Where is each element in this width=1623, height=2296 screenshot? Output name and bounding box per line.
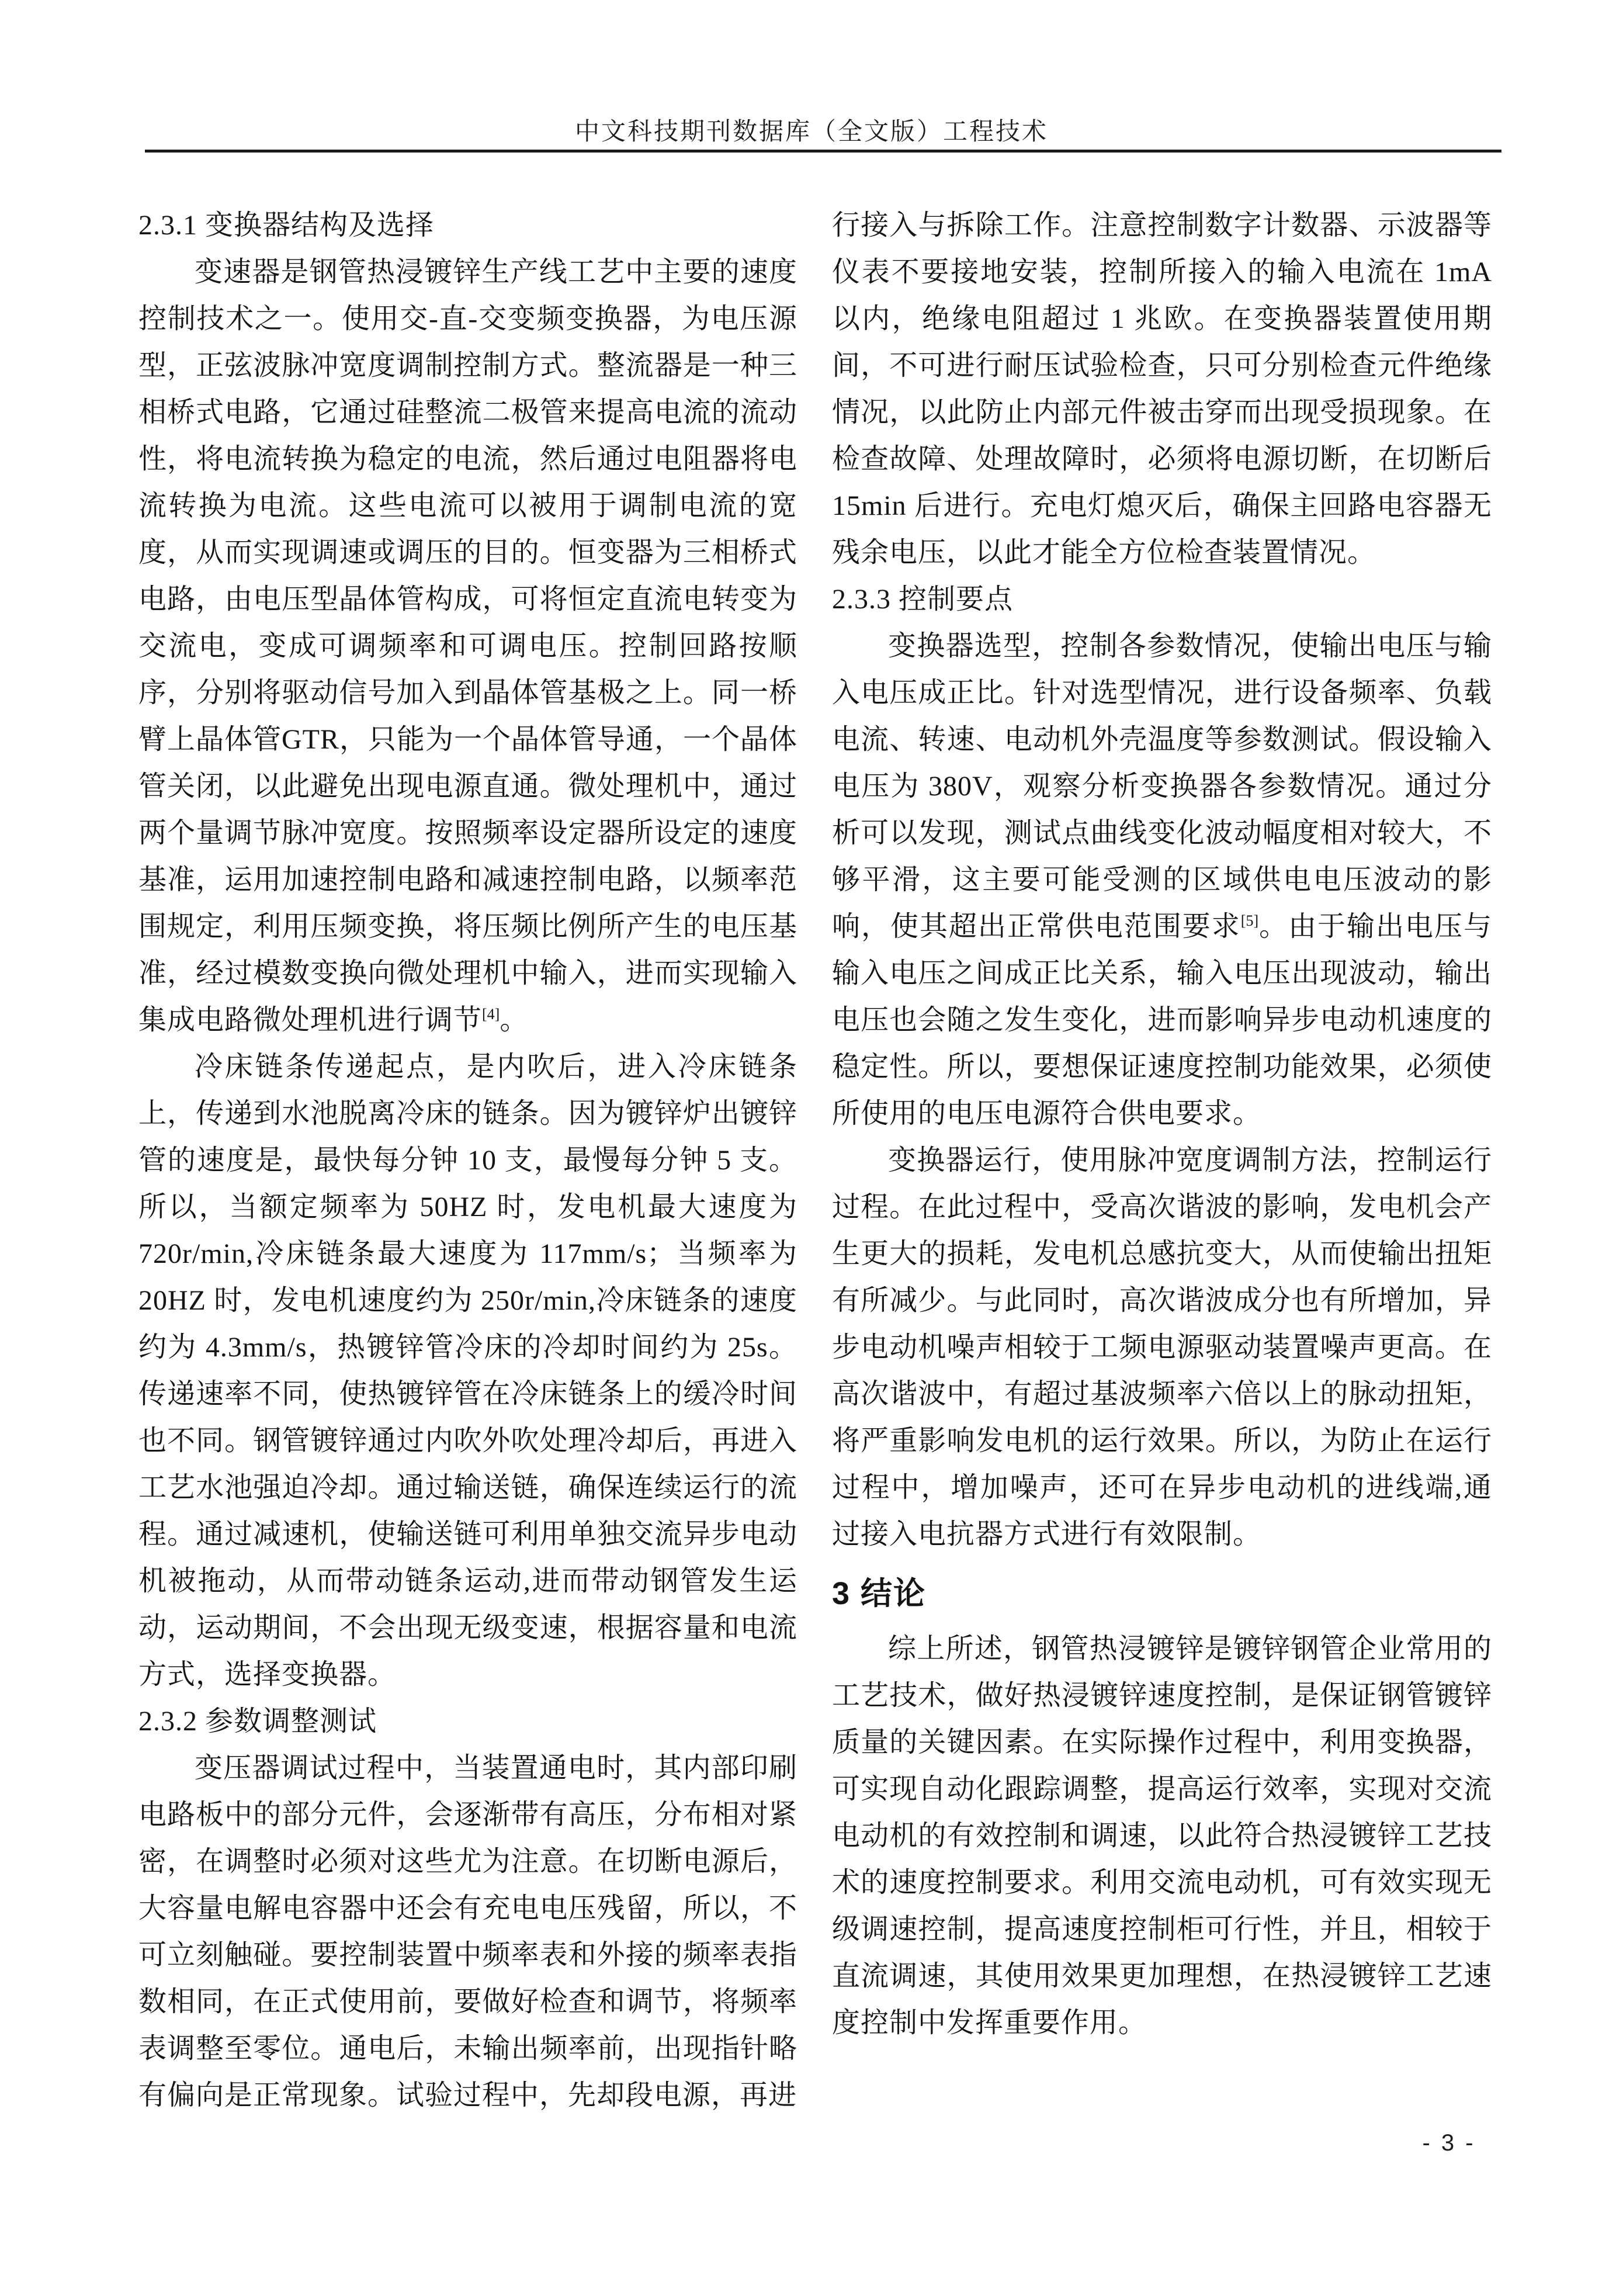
paragraph-text: 变换器选型，控制各参数情况，使输出电压与输入电压成正比。针对选型情况，进行设备频率、负载电流、转速、电动机外壳温度等参数测试。假设输入电压为 380V，观察分析变换器各参数情况。通过分析可以发现，测试点曲线变化波动幅度相对较大，不够平滑，这主要可能受测的区域供电电压波动的影响，使其超出正常供电范围要求 (832, 631, 1492, 942)
right-column (832, 202, 1492, 2046)
paragraph-converter-structure (138, 249, 797, 1044)
paragraph-text: 变速器是钢管热浸镀锌生产线工艺中主要的速度控制技术之一。使用交-直-交变频变换器，为电压源型，正弦波脉冲宽度调制控制方式。整流器是一种三相桥式电路，它通过硅整流二极管来提高电流的流动性，将电流转换为稳定的电流，然后通过电阻器将电流转换为电流。这些电流可以被用于调制电流的宽度，从而实现调速或调压的目的。恒变器为三相桥式电路，由电压型晶体管构成，可将恒定直流电转变为交流电，变成可调频率和可调电压。控制回路按顺序，分别将驱动信号加入到晶体管基极之上。同一桥臂上晶体管GTR，只能为一个晶体管导通，一个晶体管关闭，以此避免出现电源直通。微处理机中，通过两个量调节脉冲宽度。按照频率设定器所设定的速度基准，运用加速控制电路和减速控制电路，以频率范围规定，利用压频变换，将压频比例所产生的电压基准，经过模数变换向微处理机中输入，进而实现输入集成电路微处理机进行调节 (138, 257, 798, 1036)
section-heading-conclusion: 3 结论 (832, 1576, 927, 1611)
paragraph-conclusion: 综上所述，钢管热浸镀锌是镀锌钢管企业常用的工艺技术，做好热浸镀锌速度控制，是保证钢管镀锌质量的关键因素。在实际操作过程中，利用变换器，可实现自动化跟踪调整，提高运行效率，实现对交流电动机的有效控制和调速，以此符合热浸镀锌工艺技术的速度控制要求。利用交流电动机，可有效实现无级调速控制，提高速度控制柜可行性，并且，相较于直流调速，其使用效果更加理想，在热浸镀锌工艺速度控制中发挥重要作用。 (832, 1633, 1492, 2038)
paragraph-continuation: 行接入与拆除工作。注意控制数字计数器、示波器等仪表不要接地安装，控制所接入的输入电流在 1mA 以内，绝缘电阻超过 1 兆欧。在变换器装置使用期间，不可进行耐压试验检查，只可分别检查元件绝缘情况，以此防止内部元件被击穿而出现受损现象。在检查故障、处理故障时，必须将电源切断，在切断后 15min 后进行。充电灯熄灭后，确保主回路电容器无残余电压，以此才能全方位检查装置情况。 (832, 210, 1492, 568)
section-heading-2-3-2: 2.3.2 参数调整测试 (138, 1706, 377, 1737)
section-heading-2-3-1: 2.3.1 变换器结构及选择 (138, 210, 435, 241)
citation-ref-5: [5] (1240, 912, 1259, 929)
paragraph-parameter-adjustment: 变压器调试过程中，当装置通电时，其内部印刷电路板中的部分元件，会逐渐带有高压，分布相对紧密，在调整时必须对这些尤为注意。在切断电源后，大容量电解电容器中还会有充电电压残留，所以，不可立刻触碰。要控制装置中频率表和外接的频率表指数相同，在正式使用前，要做好检查和调节，将频率表调整至零位。通电后，未输出频率前，出现指针略有偏向是正常现象。试验过程中，先却段电源，再进 (138, 1753, 797, 2111)
journal-title: 中文科技期刊数据库（全文版）工程技术 (574, 119, 1048, 146)
section-heading-2-3-3: 2.3.3 控制要点 (832, 584, 1014, 615)
left-column (138, 202, 797, 2119)
paragraph-converter-operation: 变换器运行，使用脉冲宽度调制方法，控制运行过程。在此过程中，受高次谐波的影响，发电机会产生更大的损耗，发电机总感抗变大，从而使输出扭矩有所减少。与此同时，高次谐波成分也有所增加，异步电动机噪声相较于工频电源驱动装置噪声更高。在高次谐波中，有超过基波频率六倍以上的脉动扭矩，将严重影响发电机的运行效果。所以，为防止在运行过程中，增加噪声，还可在异步电动机的进线端,通过接入电抗器方式进行有效限制。 (832, 1145, 1492, 1550)
paragraph-text: 。 (500, 1005, 529, 1036)
paragraph-text: 。由于输出电压与输入电压之间成正比关系，输入电压出现波动，输出电压也会随之发生变化，进而影响异步电动机速度的稳定性。所以，要想保证速度控制功能效果，必须使所使用的电压电源符合供电要求。 (832, 911, 1492, 1129)
paragraph-cooling-bed-chain: 冷床链条传递起点，是内吹后，进入冷床链条上，传递到水池脱离冷床的链条。因为镀锌炉出镀锌管的速度是，最快每分钟 10 支，最慢每分钟 5 支。所以，当额定频率为 50HZ 时，发电机最大速度为 720r/min,冷床链条最大速度为 117mm/s；当频率为 20HZ 时，发电机速度约为 250r/min,冷床链条的速度约为 4.3mm/s，热镀锌管冷床的冷却时间约为 25s。传递速率不同，使热镀锌管在冷床链条上的缓冷时间也不同。钢管镀锌通过内吹外吹处理冷却后，再进入工艺水池强迫冷却。通过输送链，确保连续运行的流程。通过减速机，使输送链可利用单独交流异步电动机被拖动，从而带动链条运动,进而带动钢管发生运动，运动期间，不会出现无级变速，根据容量和电流方式，选择变换器。 (138, 1051, 797, 1690)
page-number: - 3 - (1422, 2130, 1476, 2156)
paragraph-control-points (832, 623, 1492, 1137)
header-divider (145, 150, 1501, 153)
citation-ref-4: [4] (482, 1006, 500, 1023)
